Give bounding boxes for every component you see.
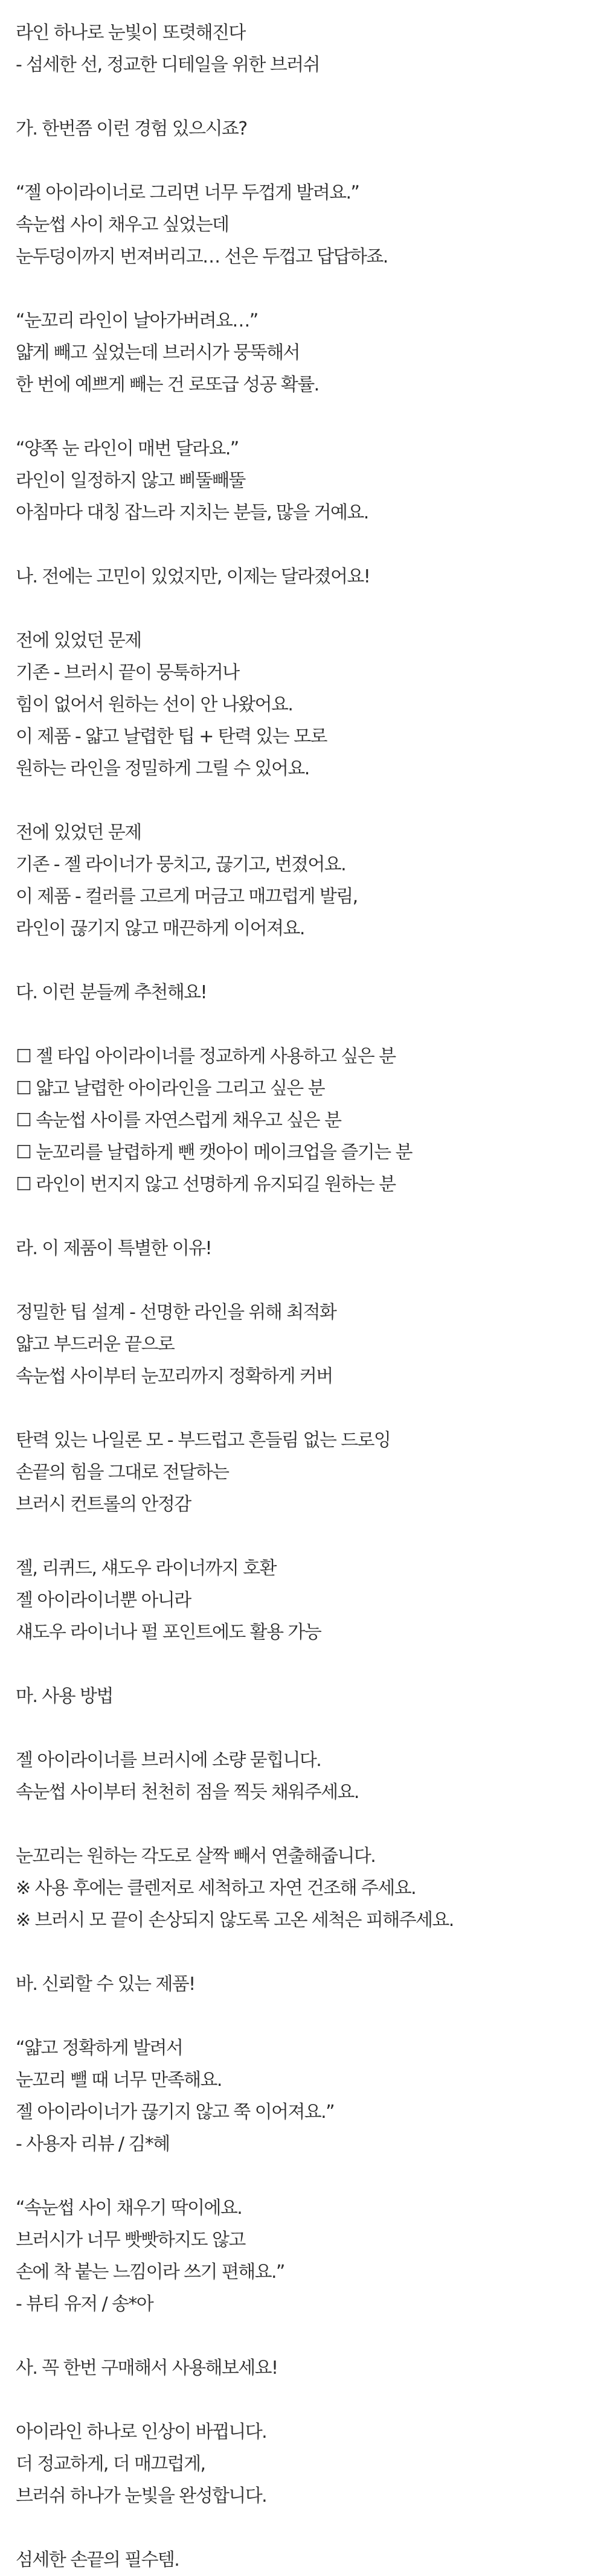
section-title-line: 사. 꼭 한번 구매해서 사용해보세요! [16, 2358, 278, 2379]
review-line: - 사용자 리뷰 / 김*혜 [16, 2134, 170, 2155]
paragraph-spacer [16, 145, 604, 177]
paragraph-spacer [16, 529, 604, 561]
paragraph-spacer [16, 593, 604, 625]
paragraph-spacer [16, 2000, 604, 2032]
feature-line: 속눈썹 사이부터 눈꼬리까지 정확하게 커버 [16, 1366, 333, 1387]
usage-block [16, 1744, 604, 1808]
paragraph-spacer [16, 2160, 604, 2192]
quote-block [16, 433, 604, 529]
quote-line: “양쪽 눈 라인이 매번 달라요.” [16, 438, 239, 459]
comparison-block [16, 625, 604, 785]
review-block [16, 2032, 604, 2160]
comparison-line: 전에 있었던 문제 [16, 822, 141, 843]
quote-line: “눈꼬리 라인이 날아가버려요…” [16, 310, 258, 331]
checklist-line: ☐ 라인이 번지지 않고 선명하게 유지되길 원하는 분 [16, 1174, 396, 1195]
feature-line: 정밀한 팁 설계 - 선명한 라인을 위해 최적화 [16, 1302, 336, 1323]
checklist-line: ☐ 눈꼬리를 날렵하게 뺀 캣아이 메이크업을 즐기는 분 [16, 1142, 412, 1163]
paragraph-spacer [16, 1936, 604, 1968]
review-block [16, 2192, 604, 2320]
feature-block [16, 1424, 604, 1520]
paragraph-spacer [16, 1200, 604, 1232]
review-line: 손에 착 붙는 느낌이라 쓰기 편해요.” [16, 2262, 284, 2283]
comparison-line: 전에 있었던 문제 [16, 630, 141, 651]
review-line: - 뷰티 유저 / 송*아 [16, 2294, 153, 2315]
checklist-block [16, 1041, 604, 1200]
comparison-block [16, 817, 604, 945]
paragraph-spacer [16, 1648, 604, 1680]
quote-line: 얇게 빼고 싶었는데 브러시가 뭉뚝해서 [16, 342, 300, 363]
closing-block [16, 2416, 604, 2512]
paragraph-spacer [16, 2512, 604, 2544]
review-line: 눈꼬리 뺄 때 너무 만족해요. [16, 2070, 222, 2091]
section-title-line: 가. 한번쯤 이런 경험 있으시죠? [16, 118, 247, 139]
section-title-line: 나. 전에는 고민이 있었지만, 이제는 달라졌어요! [16, 566, 370, 587]
closing-block [16, 2544, 604, 2576]
paragraph-spacer [16, 1520, 604, 1552]
checklist-line: ☐ 속눈썹 사이를 자연스럽게 채우고 싶은 분 [16, 1110, 341, 1131]
comparison-line: 기존 - 브러시 끝이 뭉툭하거나 [16, 662, 239, 683]
quote-block [16, 305, 604, 401]
quote-line: “젤 아이라이너로 그리면 너무 두껍게 발려요.” [16, 182, 359, 203]
closing-line: 더 정교하게, 더 매끄럽게, [16, 2453, 205, 2475]
feature-block [16, 1552, 604, 1648]
quote-line: 라인이 일정하지 않고 삐뚤빼뚤 [16, 470, 245, 491]
section-title-line: 마. 사용 방법 [16, 1686, 113, 1707]
closing-line: 아이라인 하나로 인상이 바뀝니다. [16, 2421, 267, 2443]
checklist-line: ☐ 얇고 날렵한 아이라인을 그리고 싶은 분 [16, 1078, 324, 1099]
comparison-line: 이 제품 - 컬러를 고르게 머금고 매끄럽게 발림, [16, 886, 358, 907]
paragraph-spacer [16, 1808, 604, 1840]
paragraph-spacer [16, 1712, 604, 1744]
section-title-block [16, 1680, 604, 1712]
quote-line: 속눈썹 사이 채우고 싶었는데 [16, 214, 229, 235]
feature-line: 젤, 리퀴드, 섀도우 라이너까지 호환 [16, 1558, 276, 1579]
paragraph-spacer [16, 273, 604, 305]
review-line: 브러시가 너무 빳빳하지도 않고 [16, 2230, 245, 2251]
feature-line: 탄력 있는 나일론 모 - 부드럽고 흔들림 없는 드로잉 [16, 1430, 391, 1451]
section-title-block [16, 113, 604, 145]
paragraph-spacer [16, 2320, 604, 2352]
checklist-line: ☐ 젤 타입 아이라이너를 정교하게 사용하고 싶은 분 [16, 1046, 396, 1067]
usage-line: 눈꼬리는 원하는 각도로 살짝 빼서 연출해줍니다. [16, 1846, 376, 1867]
section-title-block [16, 1232, 604, 1264]
paragraph-spacer [16, 81, 604, 113]
heading-line: - 섬세한 선, 정교한 디테일을 위한 브러쉬 [16, 54, 320, 75]
closing-line: 섬세한 손끝의 필수템. [16, 2549, 179, 2571]
paragraph-spacer [16, 1009, 604, 1041]
usage-line: 속눈썹 사이부터 천천히 점을 찍듯 채워주세요. [16, 1782, 359, 1803]
paragraph-spacer [16, 1264, 604, 1296]
quote-line: 아침마다 대칭 잡느라 지치는 분들, 많을 거예요. [16, 502, 368, 523]
section-title-line: 바. 신뢰할 수 있는 제품! [16, 1974, 195, 1995]
section-title-block [16, 1968, 604, 2000]
review-line: “속눈썹 사이 채우기 딱이에요. [16, 2198, 242, 2219]
review-line: 젤 아이라이너가 끊기지 않고 쭉 이어져요.” [16, 2102, 335, 2123]
comparison-line: 원하는 라인을 정밀하게 그릴 수 있어요. [16, 758, 309, 779]
paragraph-spacer [16, 2384, 604, 2416]
paragraph-spacer [16, 1392, 604, 1424]
comparison-line: 기존 - 젤 라이너가 뭉치고, 끊기고, 번졌어요. [16, 854, 346, 875]
heading-block [16, 17, 604, 81]
usage-line: ※ 브러시 모 끝이 손상되지 않도록 고온 세척은 피해주세요. [16, 1910, 454, 1931]
feature-line: 브러시 컨트롤의 안정감 [16, 1494, 191, 1515]
usage-line: ※ 사용 후에는 클렌저로 세척하고 자연 건조해 주세요. [16, 1878, 416, 1899]
quote-line: 한 번에 예쁘게 빼는 건 로또급 성공 확률. [16, 374, 319, 395]
usage-line: 젤 아이라이너를 브러시에 소량 묻힙니다. [16, 1750, 321, 1771]
section-title-block [16, 977, 604, 1009]
closing-line: 브러쉬 하나가 눈빛을 완성합니다. [16, 2485, 267, 2507]
section-title-block [16, 561, 604, 593]
comparison-line: 이 제품 - 얇고 날렵한 팁 + 탄력 있는 모로 [16, 726, 327, 747]
usage-block [16, 1840, 604, 1936]
feature-line: 손끝의 힘을 그대로 전달하는 [16, 1462, 229, 1483]
section-title-line: 라. 이 제품이 특별한 이유! [16, 1238, 211, 1259]
feature-line: 섀도우 라이너나 펄 포인트에도 활용 가능 [16, 1622, 321, 1643]
heading-line: 라인 하나로 눈빛이 또렷해진다 [16, 22, 245, 43]
quote-block [16, 177, 604, 273]
feature-line: 얇고 부드러운 끝으로 [16, 1334, 175, 1355]
section-title-block [16, 2352, 604, 2384]
paragraph-spacer [16, 945, 604, 977]
feature-block [16, 1296, 604, 1392]
paragraph-spacer [16, 785, 604, 817]
review-line: “얇고 정확하게 발려서 [16, 2038, 183, 2059]
section-title-line: 다. 이런 분들께 추천해요! [16, 982, 207, 1003]
paragraph-spacer [16, 401, 604, 433]
feature-line: 젤 아이라이너뿐 아니라 [16, 1590, 191, 1611]
comparison-line: 힘이 없어서 원하는 선이 안 나왔어요. [16, 694, 293, 715]
comparison-line: 라인이 끊기지 않고 매끈하게 이어져요. [16, 918, 304, 939]
quote-line: 눈두덩이까지 번져버리고… 선은 두껍고 답답하죠. [16, 246, 388, 267]
